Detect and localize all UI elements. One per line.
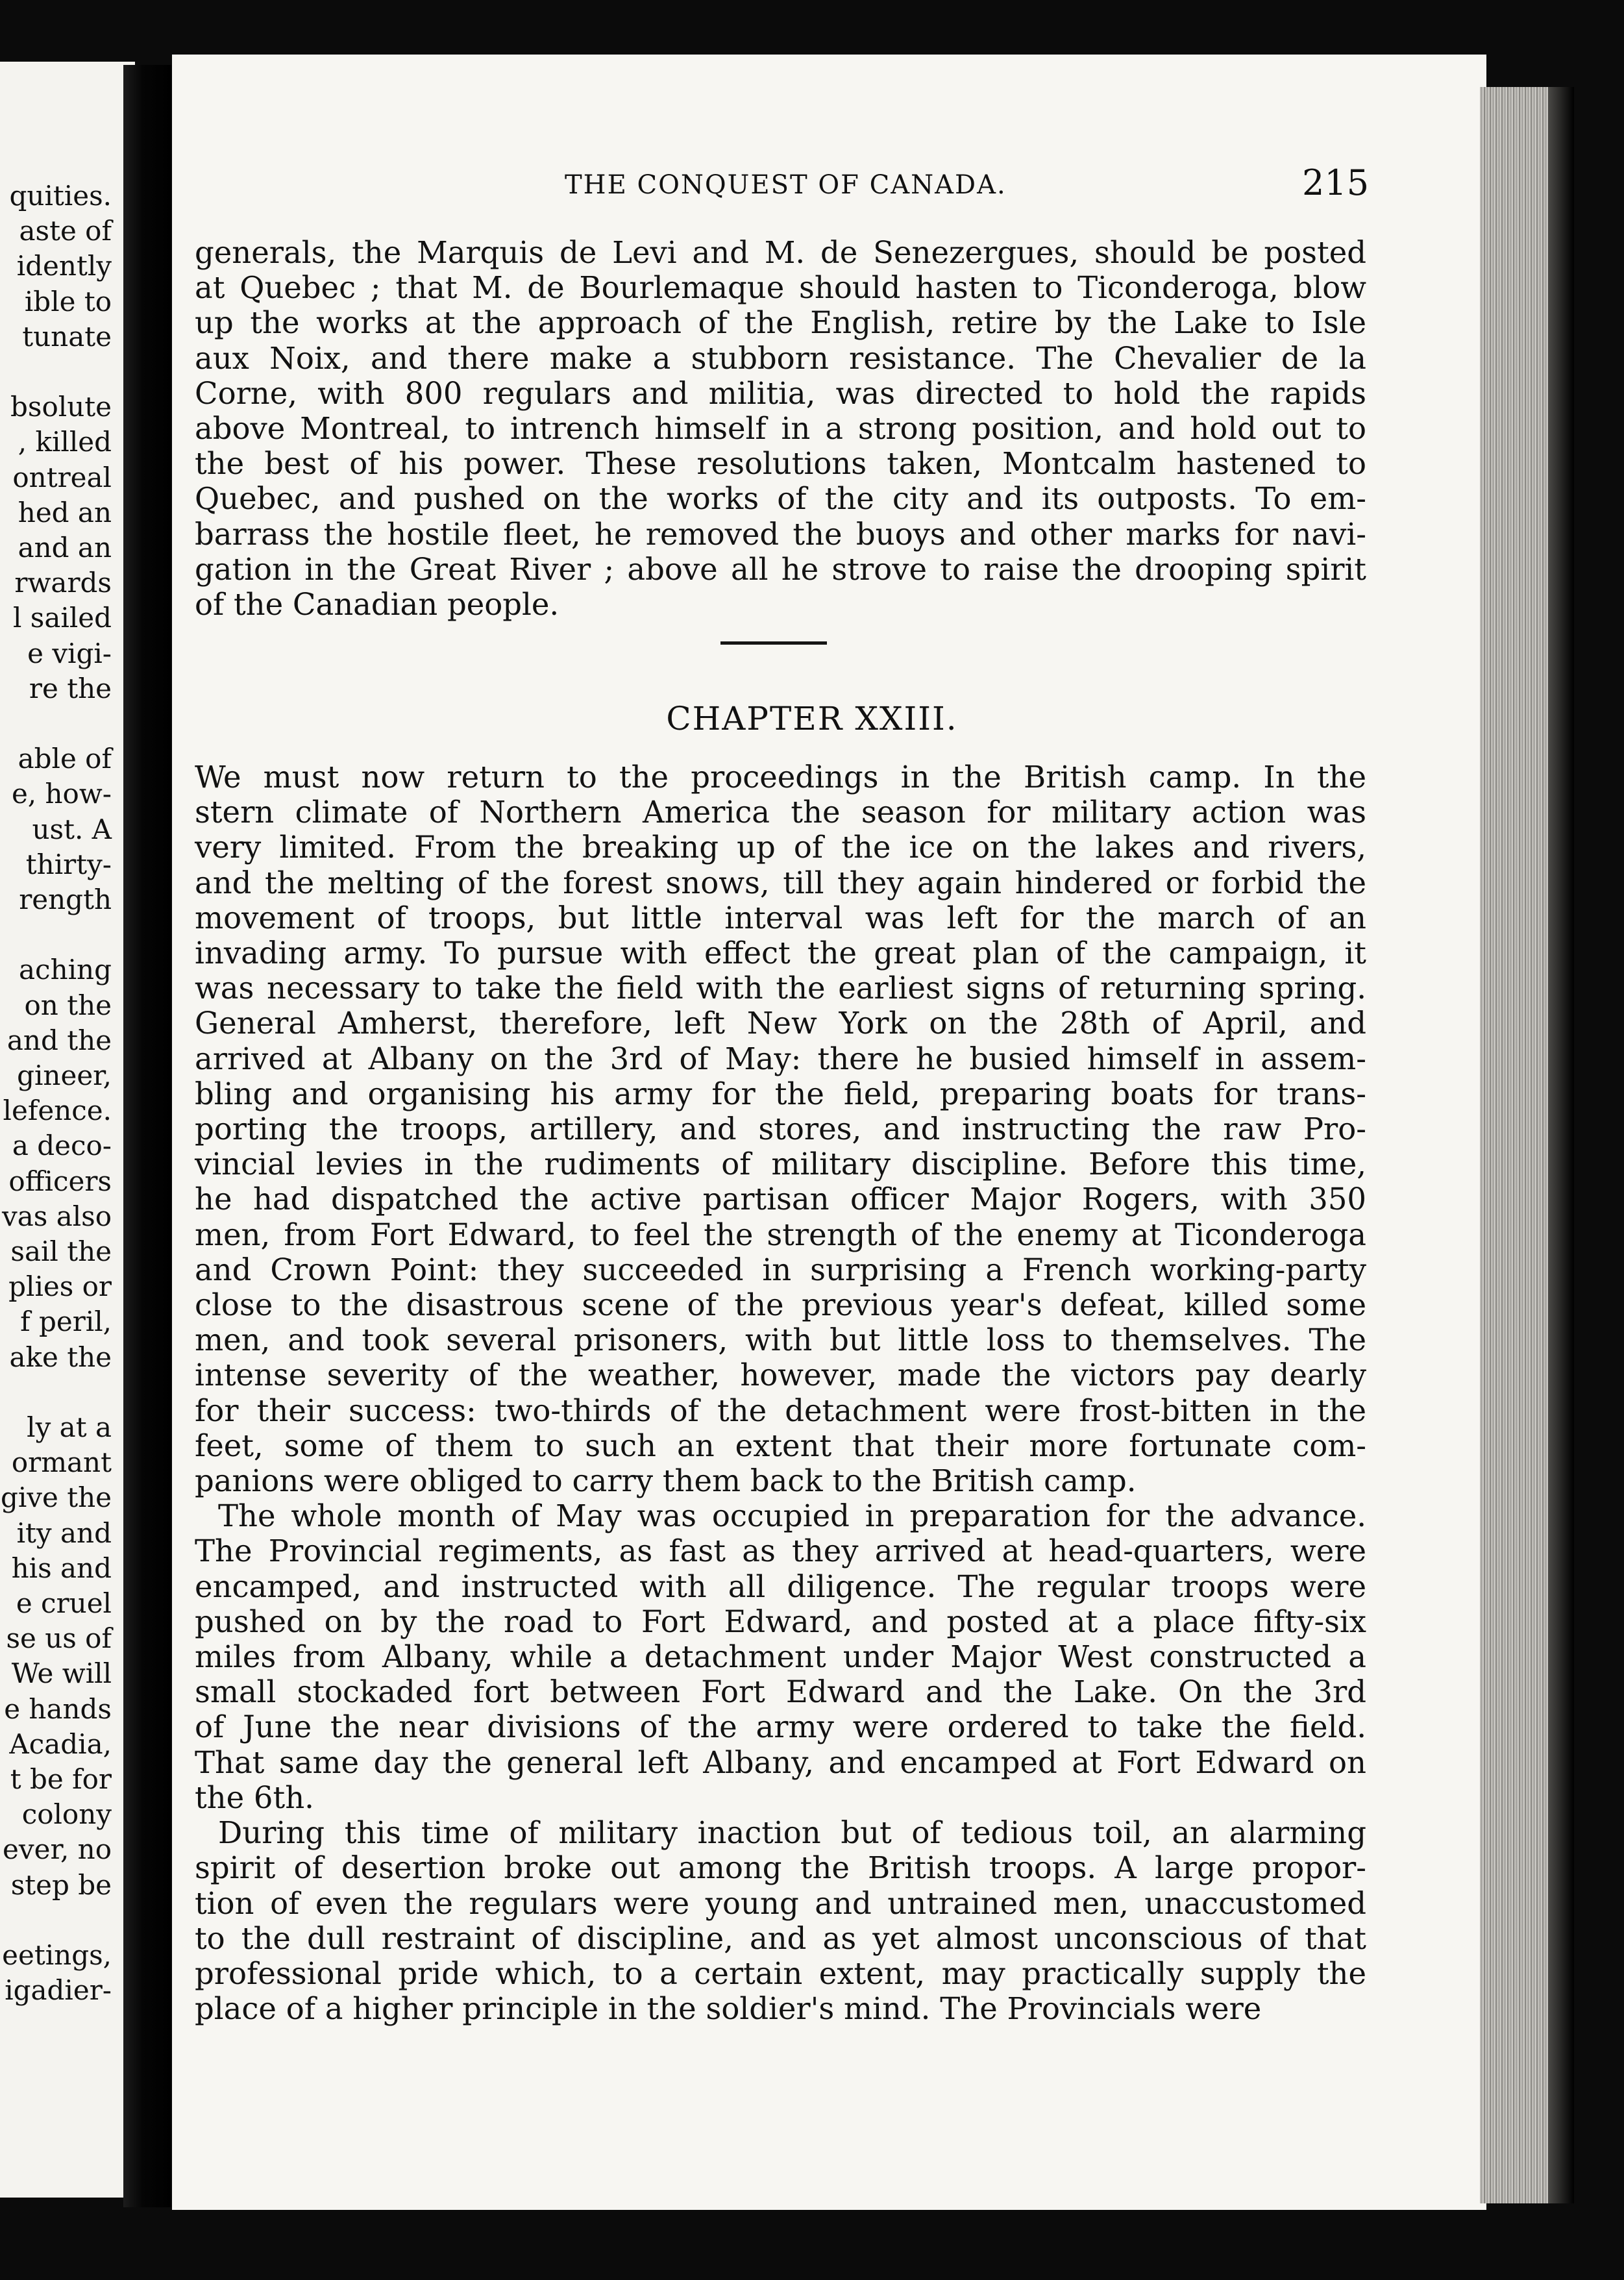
book-gutter (123, 65, 171, 2207)
facing-page-line: and an (18, 532, 112, 564)
text-line: vincial levies in the rudiments of military discipline. Before this time, (195, 1146, 1366, 1182)
facing-page-line: ontreal (12, 461, 112, 493)
text-line: miles from Albany, while a detachment under Major West constructed a (195, 1639, 1366, 1675)
facing-page-line: give the (0, 1481, 112, 1514)
facing-page-line: rwards (14, 567, 112, 599)
facing-page-line: a deco- (12, 1130, 112, 1162)
facing-page-line: l sailed (13, 602, 112, 634)
facing-page-line: re the (29, 672, 112, 704)
text-line: tion of even the regulars were young and untrained men, unaccustomed (195, 1885, 1366, 1921)
facing-page-line: Acadia, (9, 1728, 112, 1760)
facing-page-line: rength (19, 884, 112, 915)
facing-page-line: lefence. (3, 1095, 112, 1127)
paragraph (195, 1815, 1366, 2026)
paragraph (195, 760, 1366, 1498)
text-line: The Provincial regiments, as fast as they arrived at head-quarters, were (195, 1533, 1366, 1569)
text-line: panions were obliged to carry them back to the British camp. (195, 1463, 1137, 1499)
facing-page-line: gineer, (17, 1059, 112, 1091)
text-line: the 6th. (195, 1779, 314, 1815)
facing-page-line: able of (18, 743, 112, 775)
facing-page-line: ly at a (27, 1411, 112, 1443)
text-line: and the melting of the forest snows, till they again hindered or forbid the (195, 865, 1366, 900)
text-line: for their success: two-thirds of the detachment were frost-bitten in the (195, 1393, 1366, 1428)
facing-page-line: ust. A (32, 813, 112, 845)
text-line: was necessary to take the field with the earliest signs of returning spring. (195, 971, 1366, 1006)
facing-page-line: e hands (4, 1692, 112, 1725)
facing-page-line: e, how- (11, 778, 112, 810)
text-line: aux Noix, and there make a stubborn resistance. The Chevalier de la (195, 340, 1366, 376)
text-line: We must now return to the proceedings in the British camp. In the (195, 760, 1366, 795)
facing-page-line: plies or (8, 1270, 112, 1303)
facing-page-line: bsolute (10, 391, 112, 423)
text-line: intense severity of the weather, however, made the victors pay dearly (195, 1357, 1366, 1393)
page-edges-shadow (1548, 87, 1574, 2203)
facing-page-line: officers (8, 1165, 112, 1197)
facing-page-line: ible to (24, 285, 112, 317)
text-line: he had dispatched the active partisan officer Major Rogers, with 350 (195, 1182, 1366, 1217)
facing-page-line: aste of (19, 215, 112, 247)
text-line: generals, the Marquis de Levi and M. de Senezergues, should be posted (195, 235, 1366, 270)
facing-page-line: igadier- (5, 1974, 112, 2007)
facing-page-line: colony (21, 1798, 112, 1831)
facing-page-fragment (0, 62, 135, 2198)
facing-page-line: , killed (18, 426, 112, 458)
facing-page-line: his and (11, 1552, 112, 1584)
text-line: encamped, and instructed with all diligence. The regular troops were (195, 1568, 1366, 1604)
text-line: of the Canadian people. (195, 587, 560, 623)
text-line: above Montreal, to intrench himself in a strong position, and hold out to (195, 411, 1366, 447)
text-line: General Amherst, therefore, left New York on the 28th of April, and (195, 1006, 1366, 1041)
text-line: Corne, with 800 regulars and militia, was directed to hold the rapids (195, 375, 1366, 411)
text-line: spirit of desertion broke out among the British troops. A large propor- (195, 1850, 1366, 1886)
facing-page-line: on the (24, 989, 112, 1021)
continued-paragraph (195, 235, 1366, 622)
text-line: feet, some of them to such an extent that their more fortunate com- (195, 1428, 1366, 1463)
text-line: to the dull restraint of discipline, and as yet almost unconscious of that (195, 1920, 1366, 1956)
text-line: gation in the Great River ; above all he strove to raise the drooping spirit (195, 551, 1366, 587)
chapter-title: CHAPTER XXIII. (666, 700, 958, 737)
text-line: up the works at the approach of the English, retire by the Lake to Isle (195, 305, 1366, 341)
text-line: men, and took several prisoners, with but little loss to themselves. The (195, 1322, 1366, 1358)
text-line: close to the disastrous scene of the previous year's defeat, killed some (195, 1287, 1366, 1323)
facing-page-line: f peril, (20, 1306, 112, 1338)
facing-page-line: aching (19, 954, 112, 986)
facing-page-line: ormant (11, 1446, 112, 1479)
text-line: of June the near divisions of the army were ordered to take the field. (195, 1709, 1366, 1745)
text-line: the best of his power. These resolutions taken, Montcalm hastened to (195, 446, 1366, 482)
facing-page-line: vas also (2, 1200, 112, 1232)
text-line: The whole month of May was occupied in preparation for the advance. (218, 1498, 1366, 1534)
text-line: at Quebec ; that M. de Bourlemaque should hasten to Ticonderoga, blow (195, 270, 1366, 306)
facing-page-line: We will (11, 1657, 112, 1690)
facing-page-line: idently (16, 250, 112, 282)
text-line: men, from Fort Edward, to feel the strength of the enemy at Ticonderoga (195, 1217, 1366, 1252)
text-line: During this time of military inaction but of tedious toil, an alarming (218, 1815, 1366, 1851)
text-line: very limited. From the breaking up of the ice on the lakes and rivers, (195, 830, 1366, 865)
text-line: That same day the general left Albany, and encamped at Fort Edward on (195, 1744, 1366, 1780)
facing-page-line: quities. (9, 180, 112, 212)
text-line: Quebec, and pushed on the works of the city and its outposts. To em- (195, 481, 1366, 517)
facing-page-line: tunate (22, 320, 112, 353)
paragraph (195, 1498, 1366, 1815)
facing-page-line: ake the (9, 1341, 112, 1373)
facing-page-line: thirty- (25, 848, 112, 880)
text-line: porting the troops, artillery, and stores, and instructing the raw Pro- (195, 1111, 1366, 1147)
text-line: stern climate of Northern America the season for military action was (195, 795, 1366, 830)
text-line: professional pride which, to a certain extent, may practically supply the (195, 1955, 1366, 1991)
facing-page-line: e vigi- (27, 637, 112, 669)
page-number: 215 (1302, 162, 1370, 203)
facing-page-line: se us of (6, 1622, 112, 1655)
facing-page-line: t be for (10, 1763, 112, 1795)
text-line: place of a higher principle in the soldier's mind. The Provincials were (195, 1991, 1262, 2027)
text-line: small stockaded fort between Fort Edward and the Lake. On the 3rd (195, 1674, 1366, 1710)
text-line: arrived at Albany on the 3rd of May: there he busied himself in assem- (195, 1041, 1366, 1076)
facing-page-line: hed an (18, 496, 112, 528)
facing-page-line: e cruel (16, 1587, 112, 1619)
text-line: and Crown Point: they succeeded in surprising a French working-party (195, 1252, 1366, 1287)
text-line: movement of troops, but little interval was left for the march of an (195, 900, 1366, 936)
facing-page-line: step be (10, 1868, 112, 1901)
text-line: pushed on by the road to Fort Edward, and posted at a place fifty-six (195, 1604, 1366, 1639)
section-divider (720, 641, 827, 645)
facing-page-line: ever, no (3, 1833, 112, 1866)
facing-page-line: sail the (10, 1235, 112, 1267)
facing-page-line: and the (6, 1024, 112, 1056)
facing-page-line: ity and (16, 1517, 112, 1549)
facing-page-line: eetings, (2, 1939, 112, 1971)
text-line: bling and organising his army for the field, preparing boats for trans- (195, 1076, 1366, 1111)
text-line: invading army. To pursue with effect the great plan of the campaign, it (195, 936, 1366, 971)
running-head: THE CONQUEST OF CANADA. (565, 170, 1007, 200)
text-line: barrass the hostile fleet, he removed the buoys and other marks for navi- (195, 516, 1366, 552)
chapter-body (195, 760, 1366, 2026)
